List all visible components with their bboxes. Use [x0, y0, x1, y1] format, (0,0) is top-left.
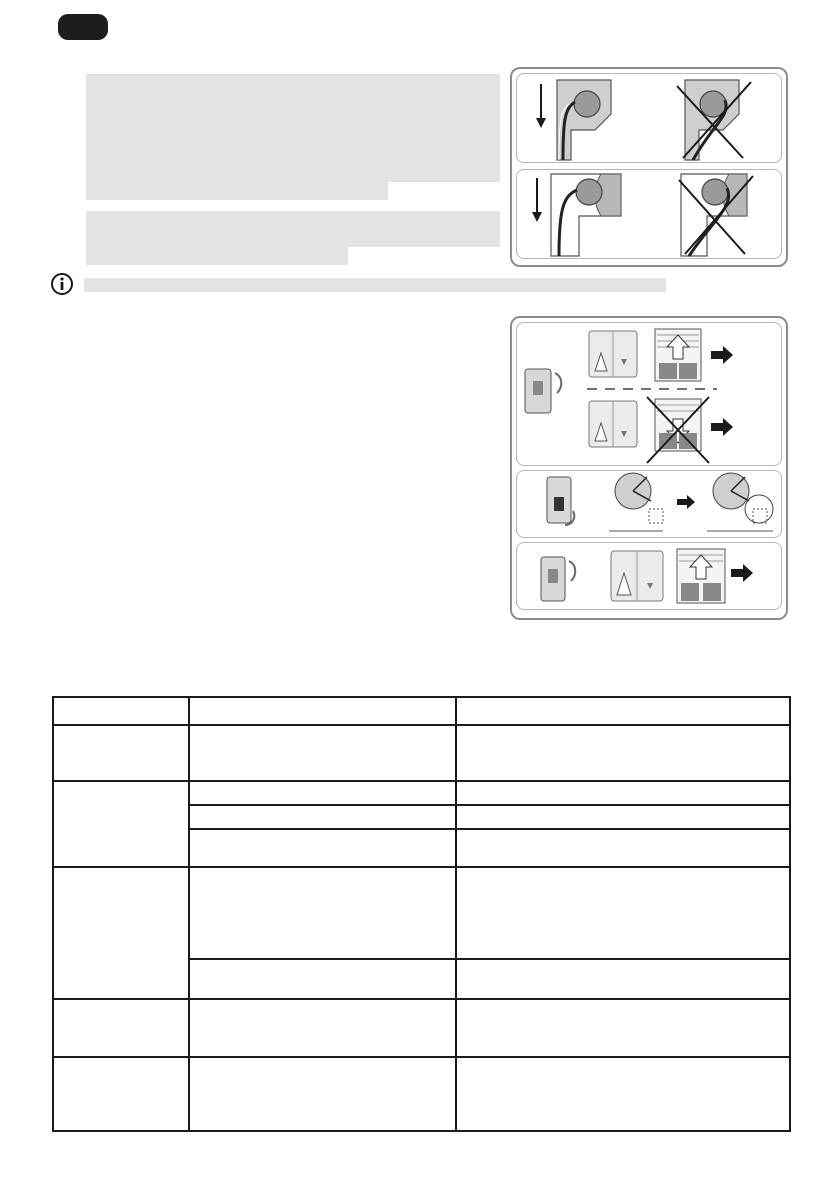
- text-block-1a: [86, 74, 500, 182]
- row-2-solution-2: [456, 805, 790, 829]
- row-2-solution-3: [456, 829, 790, 867]
- table-header-row: [53, 697, 790, 725]
- winding-upper-illustration: [517, 74, 781, 162]
- breaker-figure-panel: [510, 316, 788, 620]
- table-row: [53, 1057, 790, 1131]
- row-3-solution-2: [456, 959, 790, 999]
- winding-figure-panel: [510, 67, 788, 267]
- row-1-cause-1: [189, 725, 456, 781]
- row-5-cause-1: [189, 1057, 456, 1131]
- troubleshooting-table: [52, 696, 791, 1132]
- row-1-problem: [53, 725, 189, 781]
- row-4-problem: [53, 999, 189, 1057]
- row-2-cause-2: [189, 805, 456, 829]
- text-block-1b: [86, 182, 388, 200]
- row-4-solution-1: [456, 999, 790, 1057]
- row-5-solution-1: [456, 1057, 790, 1131]
- row-3-problem: [53, 867, 189, 999]
- breaker-step-2-illustration: [517, 471, 781, 537]
- table-row: [53, 781, 790, 805]
- row-1-solution-1: [456, 725, 790, 781]
- row-2-cause-1: [189, 781, 456, 805]
- info-circle-icon: [50, 272, 74, 296]
- header-solution: [456, 697, 790, 725]
- table-row: [53, 867, 790, 959]
- breaker-step-1: [516, 322, 782, 466]
- header-problem: [53, 697, 189, 725]
- row-2-cause-3: [189, 829, 456, 867]
- table-row: [53, 725, 790, 781]
- table-row: [53, 999, 790, 1057]
- text-block-2a: [86, 211, 500, 247]
- header-cause: [189, 697, 456, 725]
- row-4-cause-1: [189, 999, 456, 1057]
- winding-row-lower: [516, 169, 782, 259]
- row-2-solution-1: [456, 781, 790, 805]
- row-3-solution-1: [456, 867, 790, 959]
- winding-row-upper: [516, 73, 782, 163]
- row-3-cause-2: [189, 959, 456, 999]
- breaker-step-1-illustration: [517, 323, 781, 465]
- row-2-problem: [53, 781, 189, 867]
- row-5-problem: [53, 1057, 189, 1131]
- row-3-cause-1: [189, 867, 456, 959]
- text-block-2b: [86, 247, 348, 265]
- winding-lower-illustration: [517, 170, 781, 258]
- language-badge: [58, 14, 108, 40]
- breaker-step-3-illustration: [517, 543, 781, 609]
- note-text-bar: [84, 278, 666, 292]
- breaker-step-3: [516, 542, 782, 610]
- breaker-step-2: [516, 470, 782, 538]
